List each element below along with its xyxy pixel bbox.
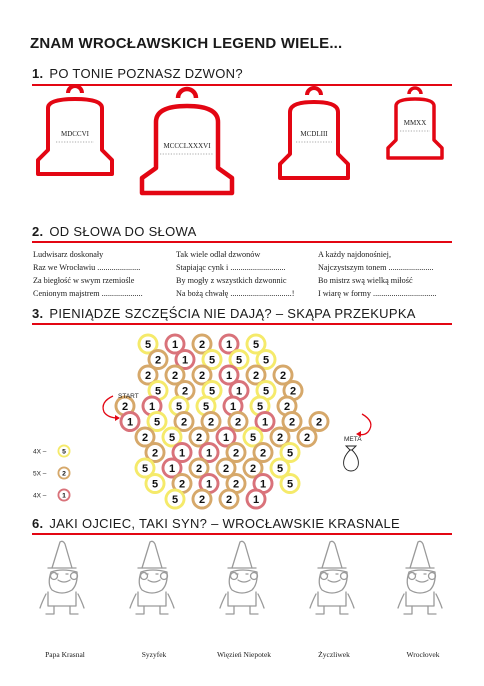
- bell-4: [388, 88, 442, 158]
- coin-value: 2: [195, 431, 203, 444]
- bell-2-roman-date: MCCCLXXXVI: [163, 142, 211, 150]
- coin: [145, 473, 166, 494]
- coin-value: 5: [252, 338, 260, 351]
- legend-label: 4X –: [33, 448, 47, 456]
- coin-value: 1: [205, 478, 213, 491]
- legend-coin: [58, 445, 71, 458]
- coin-value: 2: [232, 447, 240, 460]
- coin-value: 5: [153, 416, 161, 429]
- coin-value: 1: [62, 492, 66, 500]
- section-number: 1.: [32, 66, 44, 81]
- dwarf-icon: [220, 541, 264, 614]
- coin: [297, 427, 318, 448]
- bell-3-roman-date: MCDLIII: [300, 130, 328, 138]
- poem-column-3: A każdy najdonośniej, Najczystszym tonem ...................... Bo mistrz swą wielką miłość I wiarę w formy ...............................: [318, 250, 437, 298]
- coin-value: 2: [144, 369, 152, 382]
- meta-marker: [344, 414, 371, 471]
- coin-value: 1: [168, 462, 176, 475]
- dwarf-name: Wrocłovek: [406, 650, 440, 659]
- coin-value: 1: [181, 354, 189, 367]
- coin-value: 5: [62, 448, 66, 456]
- dwarf-icon: [398, 541, 442, 614]
- coin-value: 5: [276, 462, 284, 475]
- coin-value: 2: [315, 416, 323, 429]
- section-1-heading: [32, 66, 243, 81]
- coin-value: 5: [144, 338, 152, 351]
- coin: [165, 489, 186, 510]
- coin-value: 5: [286, 447, 294, 460]
- coin-value: 5: [154, 385, 162, 398]
- bell-3: [280, 88, 348, 178]
- coin-value: 1: [126, 416, 134, 429]
- coin-value: 2: [222, 462, 230, 475]
- coin-value: 5: [175, 400, 183, 413]
- coin-value: 2: [207, 416, 215, 429]
- coin-value: 2: [276, 431, 284, 444]
- section-title: OD SŁOWA DO SŁOWA: [49, 224, 197, 239]
- section-number: 3.: [32, 306, 44, 321]
- coin-value: 2: [198, 369, 206, 382]
- bells-illustration: [0, 84, 484, 204]
- coin-value: 5: [249, 431, 257, 444]
- coin-value: 2: [181, 385, 189, 398]
- coin-value: 1: [259, 478, 267, 491]
- dwarf-name: Więzień Niepotek: [216, 650, 272, 659]
- section-number: 6.: [32, 516, 44, 531]
- coin-value: 2: [225, 493, 233, 506]
- coin-value: 1: [261, 416, 269, 429]
- section-6-heading: [32, 516, 400, 531]
- coin-value: 2: [195, 462, 203, 475]
- coin-value: 1: [222, 431, 230, 444]
- section-title: PIENIĄDZE SZCZĘŚCIA NIE DAJĄ? – SKĄPA PRZEKUPKA: [49, 306, 416, 321]
- coin-value: 2: [288, 416, 296, 429]
- section-divider: [32, 323, 452, 325]
- coin: [246, 489, 267, 510]
- coin-value: 2: [151, 447, 159, 460]
- coin-value: 1: [229, 400, 237, 413]
- coin-value: 2: [303, 431, 311, 444]
- poem-column-1: Ludwisarz doskonały Raz we Wrocławiu ..................... Za biegłość w swym rzemiośle Cenionym majstrem ....................: [33, 250, 143, 298]
- start-label: START: [118, 393, 139, 400]
- coin-value: 2: [180, 416, 188, 429]
- section-divider: [32, 241, 452, 243]
- meta-label: META: [344, 436, 362, 443]
- section-2-heading: [32, 224, 197, 239]
- coin-value: 1: [235, 385, 243, 398]
- section-divider: [32, 533, 452, 535]
- bell-2: [142, 89, 232, 193]
- coin-maze: [0, 326, 484, 510]
- section-title: JAKI OJCIEC, TAKI SYN? – WROCŁAWSKIE KRASNALE: [49, 516, 400, 531]
- dwarf-name: Papa Krasnal: [45, 650, 85, 659]
- coin-value: 1: [148, 400, 156, 413]
- coin-value: 1: [178, 447, 186, 460]
- coin-legend: [33, 445, 71, 502]
- coin-value: 2: [234, 416, 242, 429]
- legend-label: 4X –: [33, 492, 47, 500]
- coin-value: 2: [178, 478, 186, 491]
- coin-value: 5: [256, 400, 264, 413]
- coin: [192, 489, 213, 510]
- poem-column-2: Tak wiele odlał dzwonów Stapiając cynk i ........................... By mogły z wszystkich dzwonnic Na bożą chwałę ..............................!: [176, 250, 295, 298]
- dwarf-icon: [130, 541, 174, 614]
- coin-value: 2: [121, 400, 129, 413]
- coin-value: 2: [252, 369, 260, 382]
- section-3-heading: [32, 306, 416, 321]
- dwarf-name: Życzliwek: [318, 650, 350, 659]
- bell-1: [38, 86, 112, 174]
- coin-value: 5: [235, 354, 243, 367]
- coin: [120, 411, 141, 432]
- coin-value: 2: [141, 431, 149, 444]
- coin-value: 1: [225, 338, 233, 351]
- coin-value: 5: [141, 462, 149, 475]
- dwarf-name: Syzyfek: [141, 650, 167, 659]
- bell-1-roman-date: MDCCVI: [60, 130, 90, 138]
- coin-value: 2: [232, 478, 240, 491]
- coin-value: 5: [168, 431, 176, 444]
- legend-label: 5X –: [33, 470, 47, 478]
- coin-value: 5: [202, 400, 210, 413]
- coin-value: 2: [289, 385, 297, 398]
- coin-value: 5: [262, 354, 270, 367]
- coin-value: 5: [208, 354, 216, 367]
- coin-value: 2: [198, 493, 206, 506]
- coin-value: 5: [286, 478, 294, 491]
- legend-coin: [58, 467, 71, 480]
- coin-value: 2: [198, 338, 206, 351]
- coin-value: 2: [62, 470, 66, 478]
- coin-value: 2: [249, 462, 257, 475]
- money-bag-icon: [344, 446, 359, 471]
- section-title: PO TONIE POZNASZ DZWON?: [49, 66, 243, 81]
- coin-value: 1: [225, 369, 233, 382]
- coin-value: 1: [252, 493, 260, 506]
- coin: [280, 473, 301, 494]
- page-title: ZNAM WROCŁAWSKICH LEGEND WIELE...: [30, 35, 343, 52]
- section-number: 2.: [32, 224, 44, 239]
- legend-coin: [58, 489, 71, 502]
- coin-value: 2: [259, 447, 267, 460]
- coin-value: 2: [154, 354, 162, 367]
- coin-value: 1: [205, 447, 213, 460]
- dwarf-icon: [310, 541, 354, 614]
- dwarfs-illustration: [0, 538, 484, 618]
- coin-value: 5: [262, 385, 270, 398]
- coin-grid: [115, 334, 330, 510]
- coin-value: 1: [171, 338, 179, 351]
- coin-value: 2: [279, 369, 287, 382]
- dwarf-icon: [40, 541, 84, 614]
- coin-value: 5: [208, 385, 216, 398]
- bell-4-roman-date: MMXX: [403, 119, 427, 127]
- coin-value: 5: [171, 493, 179, 506]
- coin: [219, 489, 240, 510]
- coin-value: 2: [171, 369, 179, 382]
- coin-value: 5: [151, 478, 159, 491]
- coin-value: 2: [283, 400, 291, 413]
